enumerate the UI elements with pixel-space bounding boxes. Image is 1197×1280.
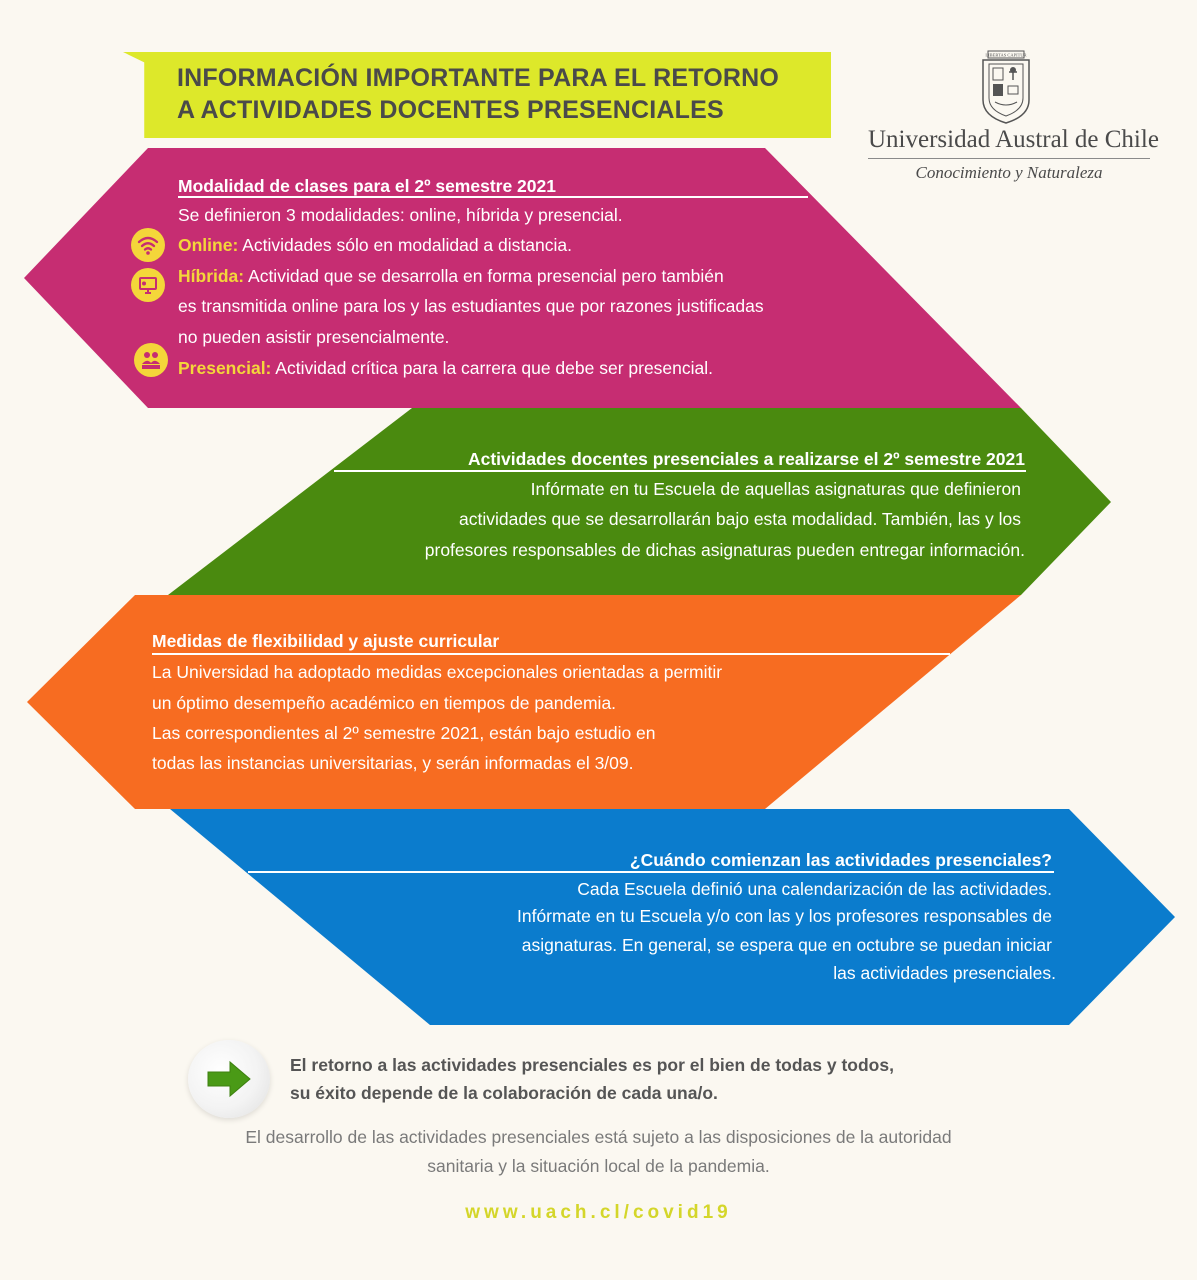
presencial-label: Presencial: (178, 358, 272, 378)
section-actividades-arrow (0, 408, 1197, 595)
section-comienzo-rule (248, 871, 1054, 873)
section-flexibilidad-line-2: un óptimo desempeño académico en tiempos de pandemia. (152, 693, 617, 713)
page-title-line-2: A ACTIVIDADES DOCENTES PRESENCIALES (177, 96, 724, 124)
university-crest-logo (975, 50, 1037, 125)
online-label: Online: (178, 235, 239, 255)
website-link[interactable]: www.uach.cl/covid19 (465, 1202, 732, 1223)
section-comienzo-line-2: Infórmate en tu Escuela y/o con las y los profesores responsables de (516, 906, 1052, 926)
monitor-icon (131, 268, 165, 302)
university-name: Universidad Austral de Chile (868, 126, 1159, 153)
logo-divider (868, 158, 1150, 159)
page-title-line-1: INFORMACIÓN IMPORTANTE PARA EL RETORNO (177, 64, 780, 92)
section-actividades-heading: Actividades docentes presenciales a realizarse el 2º semestre 2021 (467, 449, 1025, 469)
online-text: Actividades sólo en modalidad a distancia. (238, 235, 572, 255)
hibrida-label: Híbrida: (178, 266, 245, 286)
footer-message-line-2: su éxito depende de la colaboración de cada una/o. (290, 1083, 718, 1103)
section-comienzo-line-1: Cada Escuela definió una calendarización de las actividades. (577, 879, 1052, 899)
section-actividades-rule (334, 470, 1026, 472)
presencial-text: Actividad crítica para la carrera que debe ser presencial. (271, 358, 714, 378)
section-actividades-line-2: actividades que se desarrollarán bajo esta modalidad. También, las y los (459, 509, 1021, 529)
footer-note-line-2: sanitaria y la situación local de la pandemia. (427, 1156, 770, 1176)
wifi-icon (131, 228, 165, 262)
footer-note-line-1: El desarrollo de las actividades presenciales está sujeto a las disposiciones de la autoridad (245, 1127, 952, 1147)
section-modalidad-heading: Modalidad de clases para el 2º semestre 2021 (178, 176, 556, 196)
svg-text:LIBERTAS CAPITUR: LIBERTAS CAPITUR (985, 52, 1027, 58)
section-flexibilidad-line-1: La Universidad ha adoptado medidas excepcionales orientadas a permitir (152, 662, 723, 682)
hibrida-text-2: es transmitida online para los y las estudiantes que por razones justificadas (178, 296, 764, 316)
footer-message-line-1: El retorno a las actividades presenciales es por el bien de todas y todos, (290, 1055, 894, 1075)
people-icon (134, 343, 168, 377)
hibrida-text-3: no pueden asistir presencialmente. (178, 327, 450, 347)
hibrida-item (178, 265, 724, 287)
online-item (178, 234, 572, 256)
section-actividades-line-3: profesores responsables de dichas asignaturas pueden entregar información. (424, 540, 1025, 560)
section-comienzo-heading: ¿Cuándo comienzan las actividades presenciales? (629, 850, 1052, 870)
hibrida-text-1: Actividad que se desarrolla en forma presencial pero también (244, 266, 724, 286)
university-motto: Conocimiento y Naturaleza (915, 163, 1103, 182)
section-flexibilidad-rule (152, 653, 950, 655)
section-modalidad-rule (178, 196, 808, 198)
arrow-right-icon (188, 1040, 270, 1118)
presencial-item (178, 357, 713, 379)
section-flexibilidad-line-4: todas las instancias universitarias, y serán informadas el 3/09. (152, 753, 634, 773)
section-modalidad-intro: Se definieron 3 modalidades: online, híbrida y presencial. (178, 205, 623, 225)
section-flexibilidad-heading: Medidas de flexibilidad y ajuste curricular (152, 631, 500, 651)
section-comienzo-line-3: asignaturas. En general, se espera que en octubre se puedan iniciar (521, 935, 1052, 955)
section-actividades-line-1: Infórmate en tu Escuela de aquellas asignaturas que definieron (530, 479, 1021, 499)
section-comienzo-line-4: las actividades presenciales. (833, 963, 1056, 983)
section-flexibilidad-line-3: Las correspondientes al 2º semestre 2021, están bajo estudio en (152, 723, 656, 743)
